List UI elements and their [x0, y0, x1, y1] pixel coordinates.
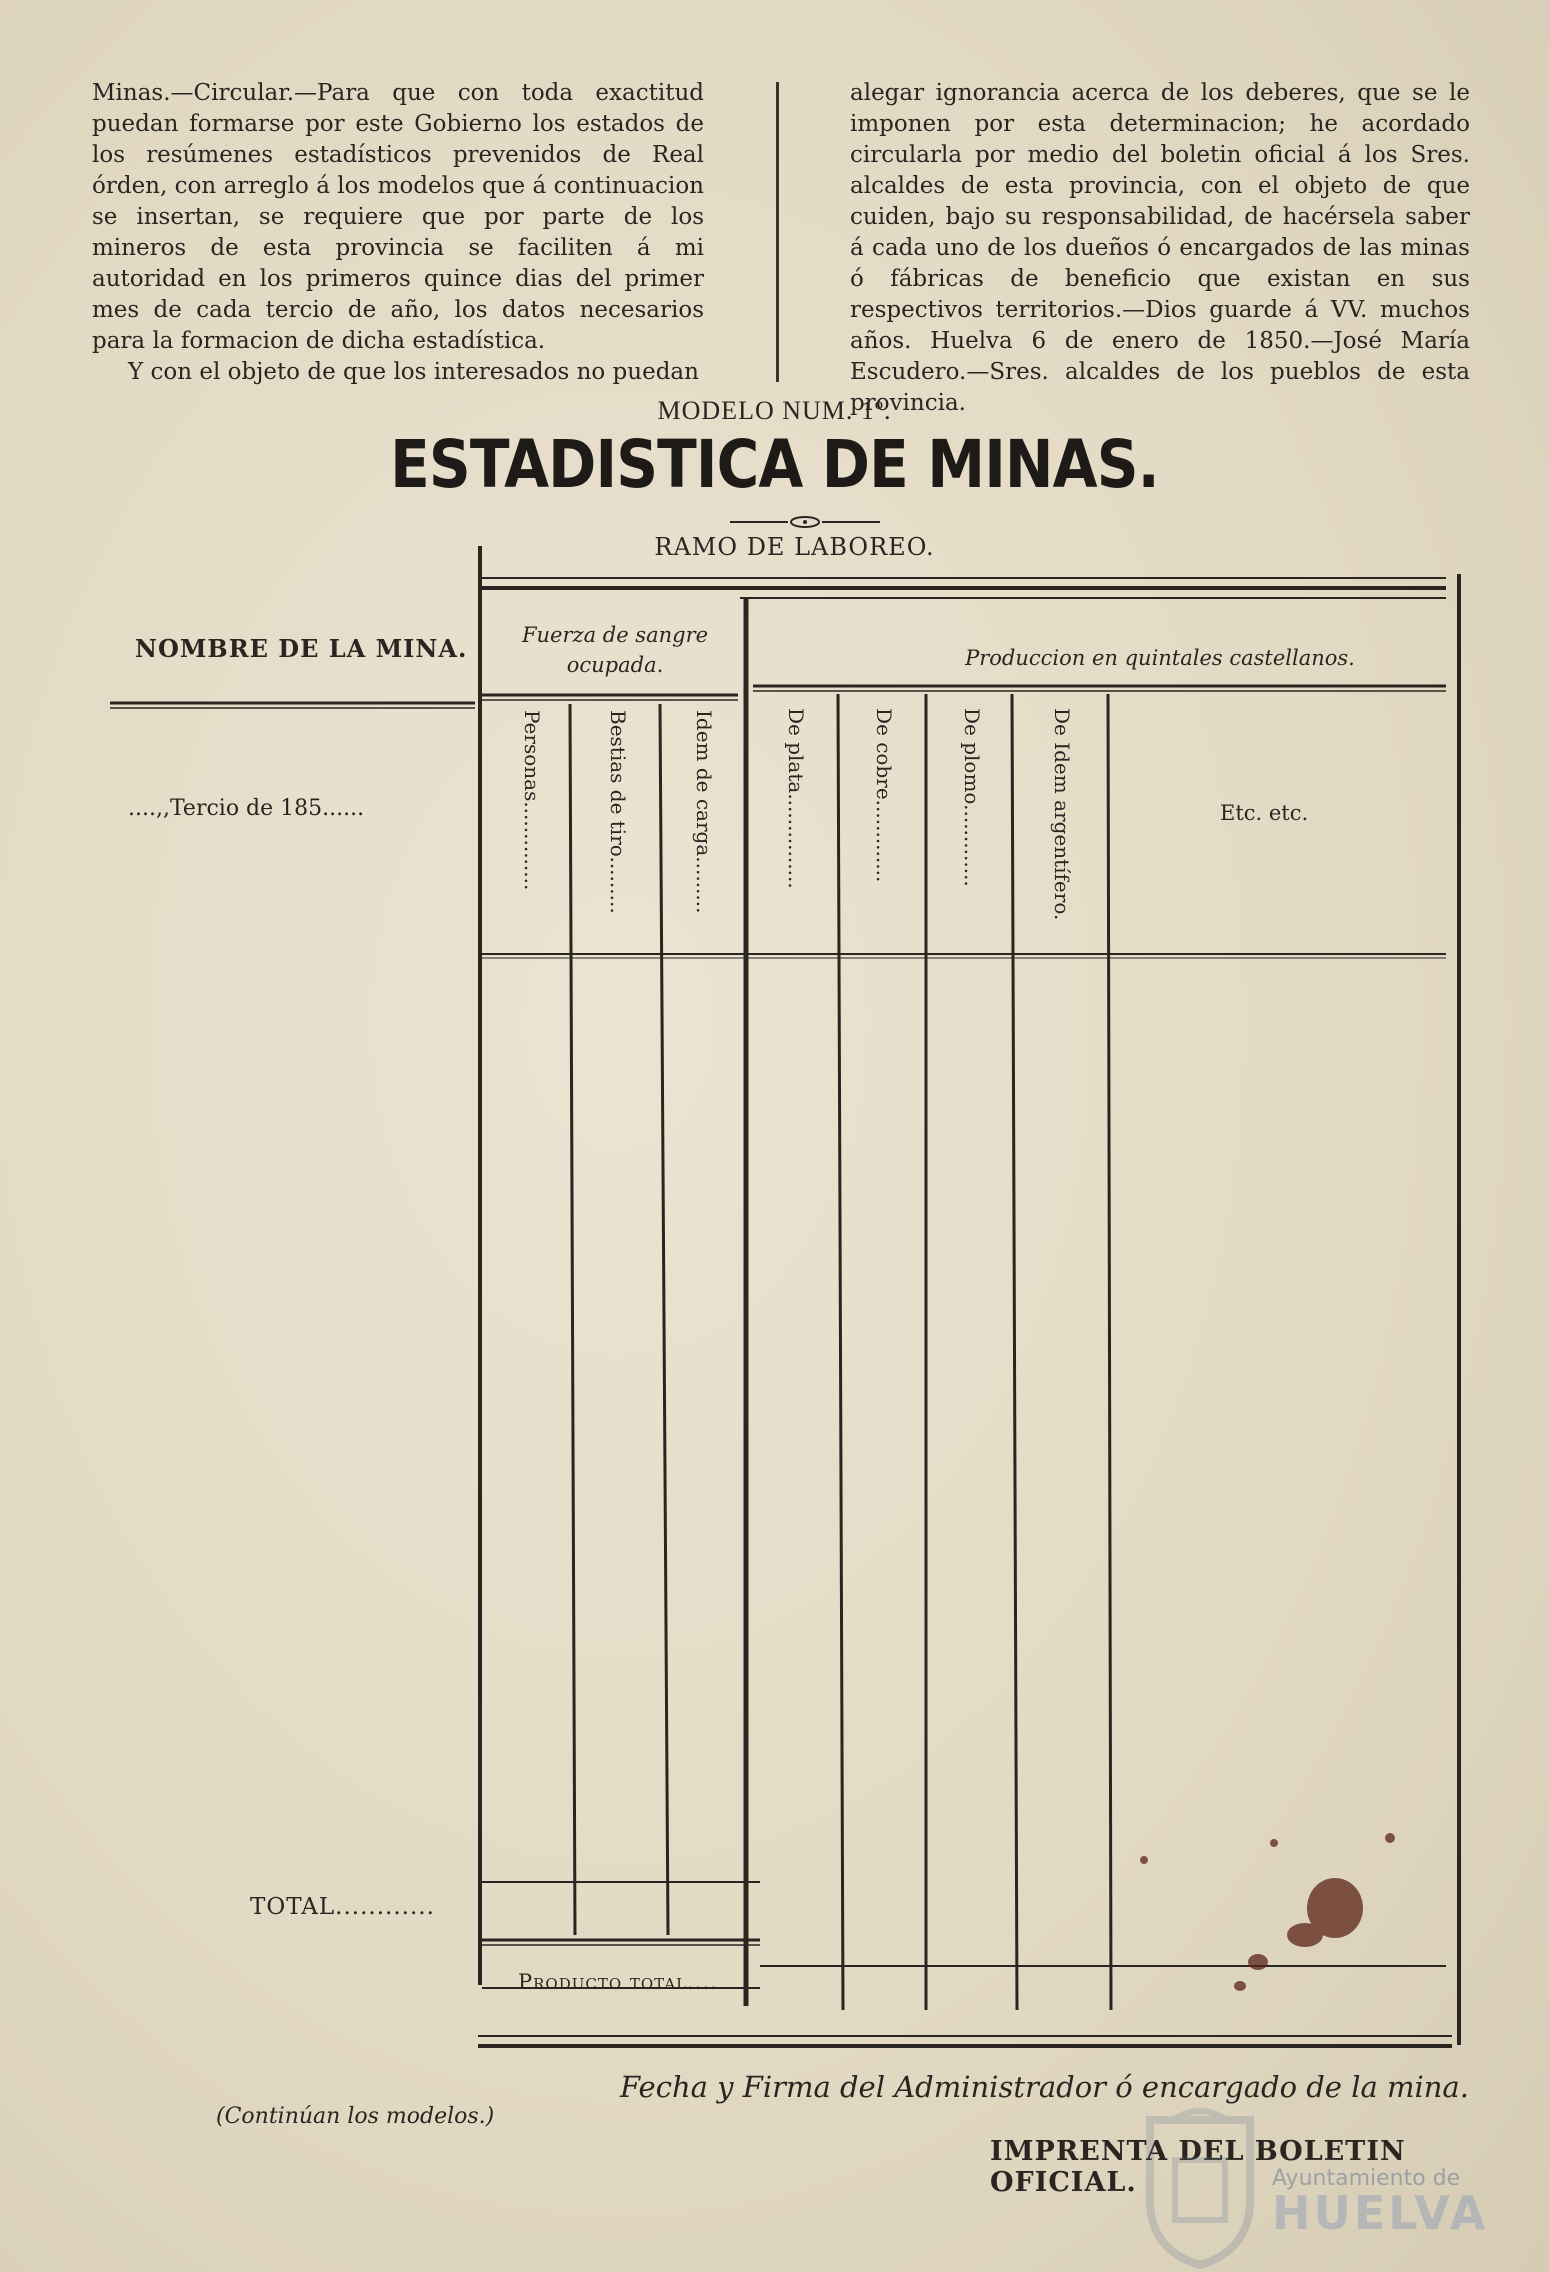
mine-name-header: NOMBRE DE LA MINA. [135, 634, 468, 663]
total-label: TOTAL............ [250, 1894, 435, 1920]
column-idem-de-carga: Idem de carga......... [692, 710, 716, 914]
produccion-header: Produccion en quintales castellanos. [965, 646, 1355, 670]
intro-left-paragraph-1: Minas.—Circular.—Para que con toda exactitud puedan formarse por este Gobierno los estados de los resúmenes estadísticos prevenidos de Real órden, con arreglo á los modelos que á continuacion se insertan, se requiere que por parte de los mineros de esta provincia se faciliten á mi autoridad en los primeros quince dias del primer mes de cada tercio de año, los datos necesarios para la formacion de dicha estadística. [92, 80, 704, 354]
column-de-plata: De plata............... [784, 708, 808, 889]
producto-total-label: Producto total.... [518, 1970, 718, 1994]
column-de-idem-argentifero: De Idem argentífero. [1050, 708, 1074, 921]
tercio-label: ....,,Tercio de 185...... [128, 796, 365, 821]
printer-imprint: IMPRENTA DEL BOLETIN OFICIAL. [990, 2136, 1406, 2198]
watermark-line-2: HUELVA [1272, 2186, 1489, 2240]
continued-note: (Continúan los modelos.) [216, 2104, 495, 2129]
page-title: ESTADISTICA DE MINAS. [390, 426, 1159, 503]
ink-stain-icon [1140, 1833, 1395, 1991]
model-number: MODELO NUM. 1º. [657, 396, 892, 425]
fuerza-header: Fuerza de sangre ocupada. [521, 623, 709, 677]
column-de-plomo: De plomo............. [960, 708, 984, 887]
column-etc: Etc. etc. [1220, 801, 1309, 825]
column-de-cobre: De cobre............. [872, 708, 896, 883]
watermark-line-1: Ayuntamiento de [1272, 2166, 1461, 2191]
intro-right-paragraph-1: alegar ignorancia acerca de los deberes, que se le imponen por esta determinacion; he acordado circularla por medio del boletin oficial á los Sres. alcaldes de esta provincia, con el objeto de que cuiden, bajo su responsabilidad, de hacérsela saber á cada uno de los dueños ó encargados de las minas ó fábricas de beneficio que existan en sus respectivos territorios.—Dios guarde á VV. muchos años. Huelva 6 de enero de 1850.—José María Escudero.—Sres. alcaldes de los pueblos de esta provincia. [850, 80, 1470, 416]
column-bestias-de-tiro: Bestias de tiro......... [606, 710, 630, 914]
column-personas: Personas.............. [520, 710, 544, 891]
section-title: RAMO DE LABOREO. [654, 533, 935, 561]
intro-left-paragraph-2: Y con el objeto de que los interesados no puedan [128, 359, 699, 385]
signature-line: Fecha y Firma del Administrador ó encargado de la mina. [620, 2070, 1469, 2104]
